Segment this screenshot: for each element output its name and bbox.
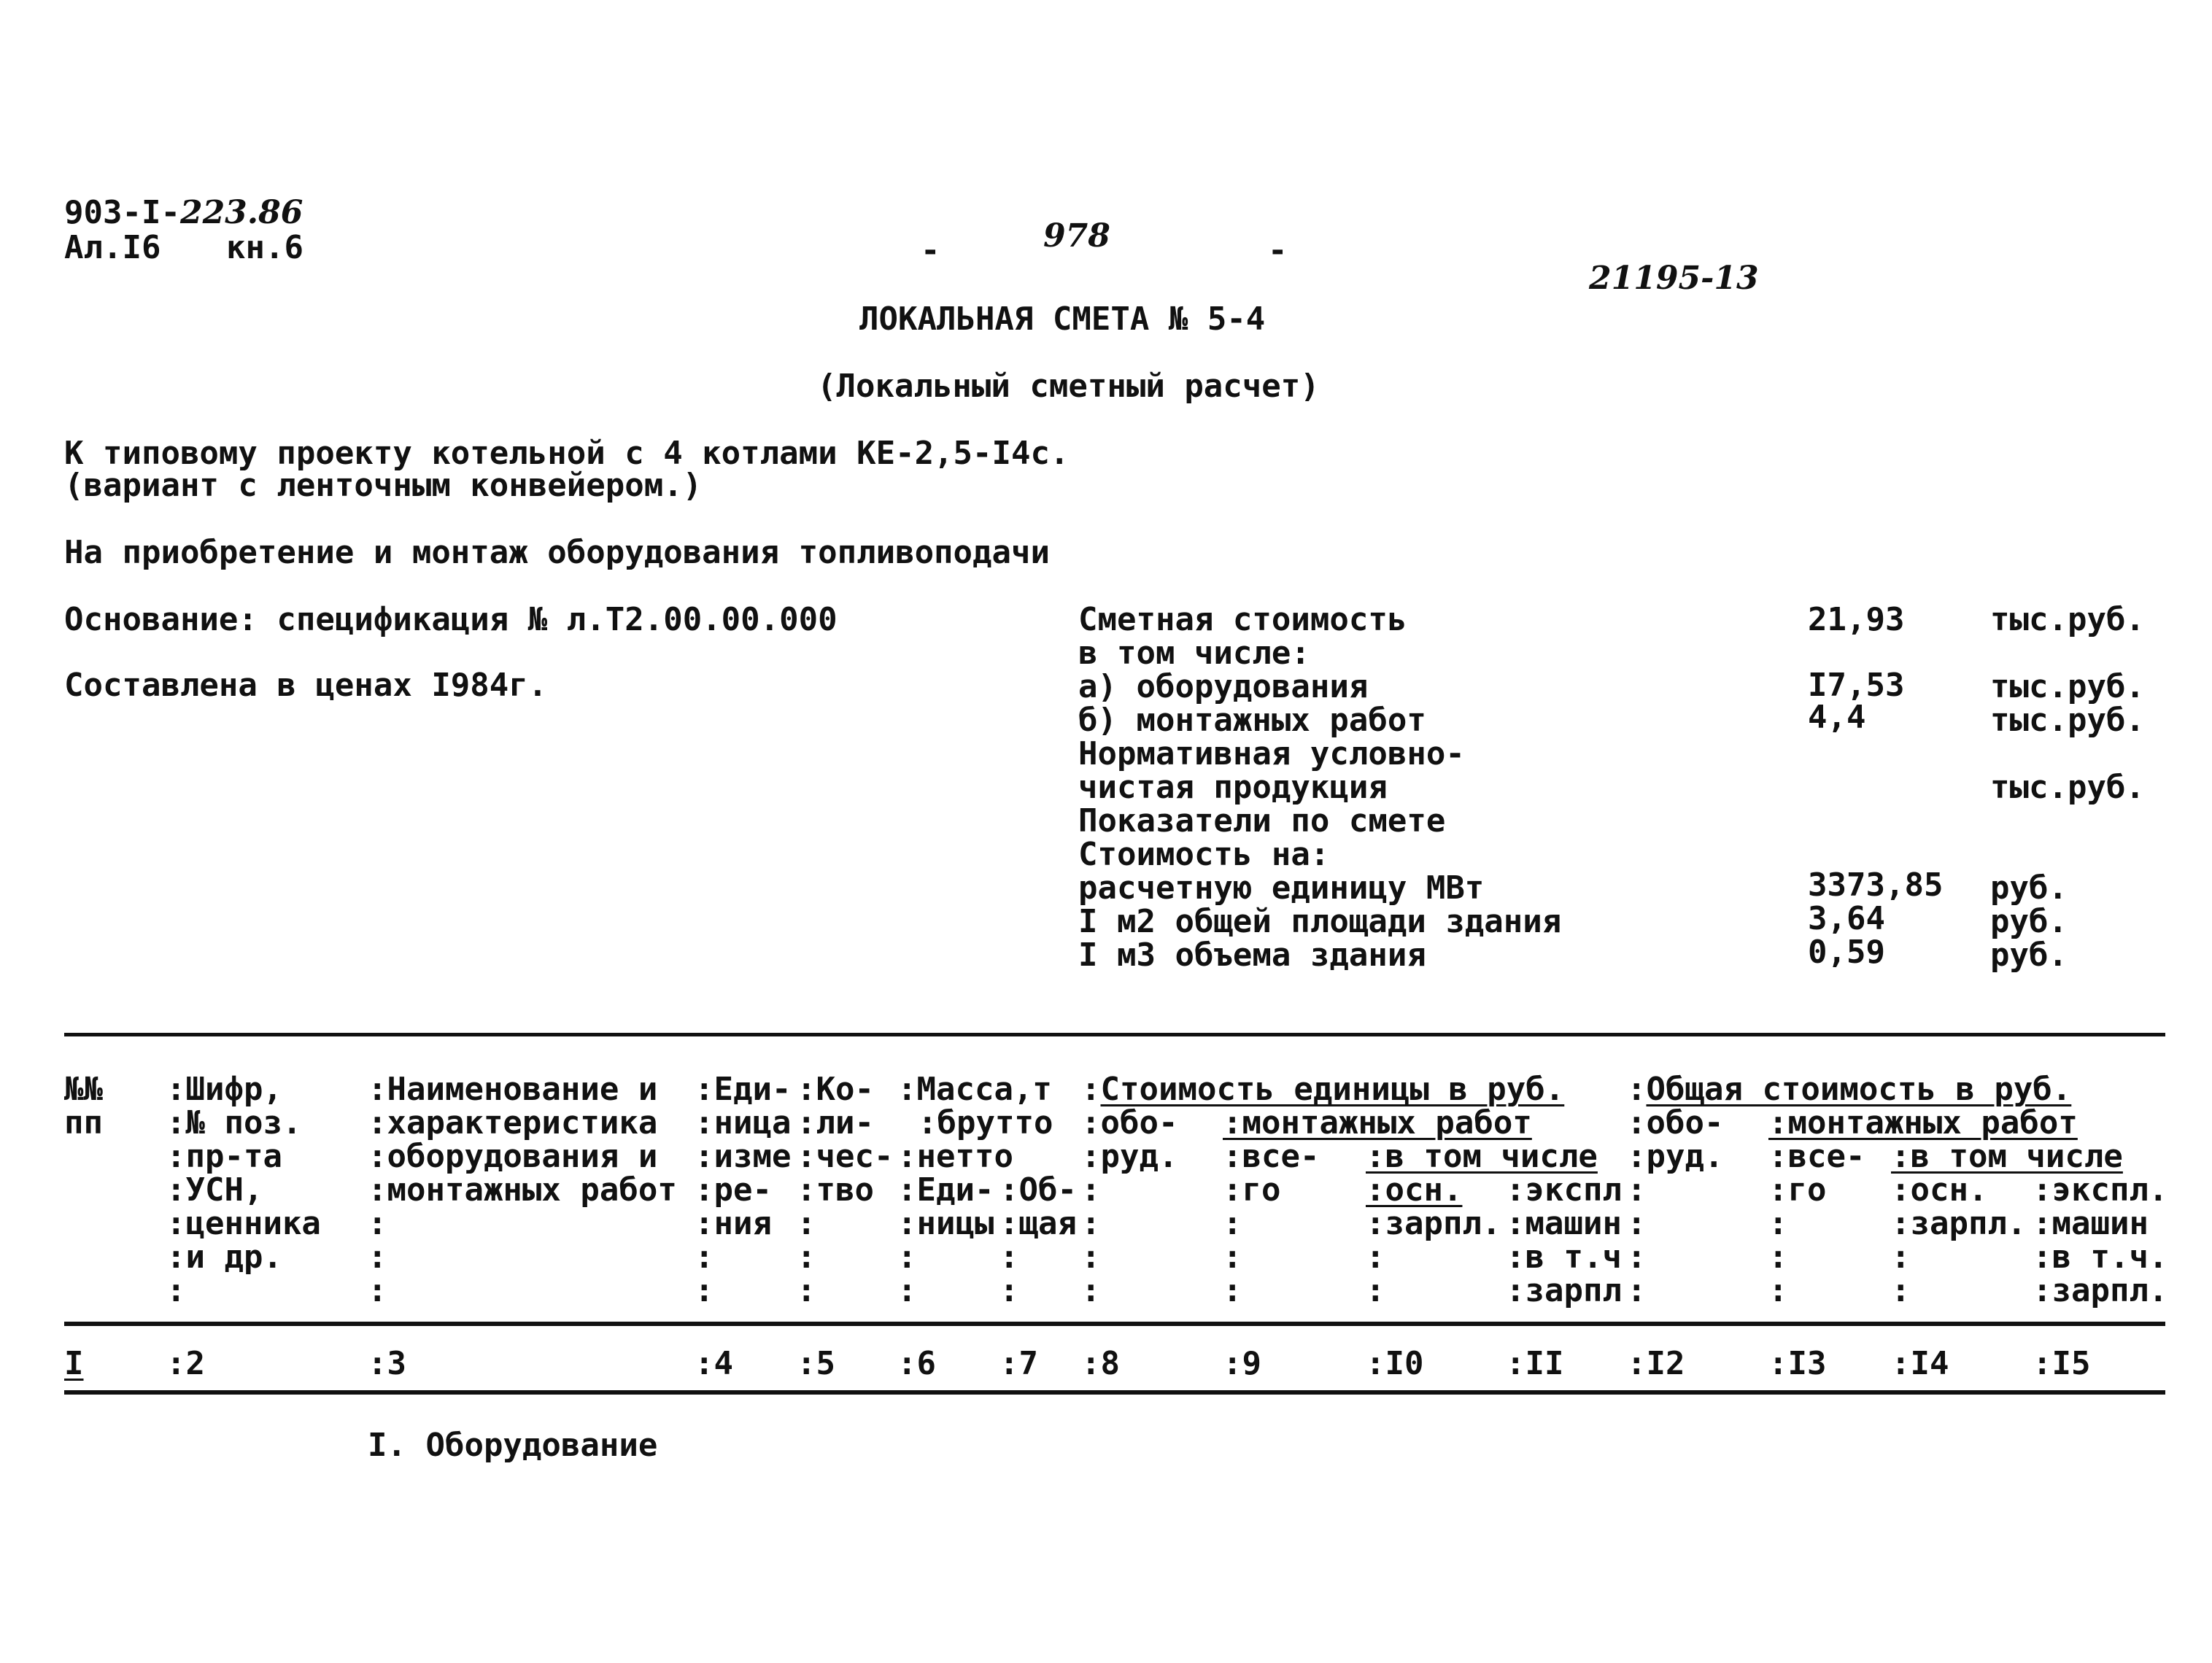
header-cell: : [1891,1238,1911,1276]
summary-unit: тыс.руб. [1990,702,2145,739]
header-cell: :в том числе [1366,1138,1598,1175]
column-number: :9 [1223,1345,1261,1382]
header-cell: :экспл [1506,1171,1622,1209]
unit-cost-header: Стоимость единицы в руб. [1100,1071,1565,1108]
header-cell: : [1366,1238,1385,1276]
summary-unit: тыс.руб. [1990,668,2145,705]
summary-label: а) оборудования [1078,668,1369,705]
basis-line: Основание: спецификация № л.Т2.00.00.000 [64,601,838,638]
header-cell: : [1223,1272,1242,1309]
header-cell: №№ [64,1071,103,1108]
page-dash-left: - [921,232,940,269]
page-dash-right: - [1268,232,1288,269]
header-cell: : [1891,1272,1911,1309]
header-cell: : [797,1205,816,1242]
header-cell: :зарпл. [2033,1272,2168,1309]
page-title: ЛОКАЛЬНАЯ СМЕТА № 5-4 [859,301,1266,338]
table-top-rule [64,1033,2165,1036]
header-cell: :руд. [1081,1138,1178,1175]
header-cell: :в т.ч [1506,1238,1622,1276]
project-code: 903-I-223.86 [64,194,303,231]
column-number: :I2 [1627,1345,1685,1382]
header-cell: :Шифр, [166,1071,282,1108]
header-cell: :монтажных работ [368,1171,677,1209]
column-numbers-rule [64,1390,2165,1395]
header-cell: : [797,1272,816,1309]
header-cell: :обо- [1081,1104,1178,1141]
header-cell: :и др. [166,1238,282,1276]
header-cell: : [166,1272,186,1309]
column-number: :8 [1081,1345,1120,1382]
summary-label: Показатели по смете [1078,802,1446,840]
header-cell: : [1081,1205,1101,1242]
header-cell: :Масса,т [897,1071,1052,1108]
header-cell: :ценника [166,1205,321,1242]
header-cell: : [999,1272,1019,1309]
header-cell: :ницы [897,1205,994,1242]
summary-unit: руб. [1990,869,2068,907]
column-number: :6 [897,1345,936,1382]
header-cell: :Еди- [897,1171,994,1209]
header-cell: :машин [1506,1205,1622,1242]
intro-line-2: (вариант с ленточным конвейером.) [64,467,703,504]
total-cost-header: Общая стоимость в руб. [1646,1071,2072,1108]
summary-unit: тыс.руб. [1990,601,2145,638]
album-number: Ал.I6 [64,229,161,266]
summary-value: 3373,85 [1808,867,1944,904]
header-cell: : [999,1238,1019,1276]
header-cell: : [1081,1238,1101,1276]
column-number: :II [1506,1345,1564,1382]
header-cell: :ница [695,1104,792,1141]
summary-label: I м2 общей площади здания [1078,903,1562,940]
header-cell: : [1768,1272,1788,1309]
header-cell: :характеристика [368,1104,658,1141]
header-cell: : [368,1272,387,1309]
header-cell: :чес- [797,1138,894,1175]
header-cell: : [1081,1171,1101,1209]
column-number: :I5 [2033,1345,2091,1382]
summary-value: 4,4 [1808,699,1866,736]
header-cell: :ре- [695,1171,772,1209]
header-cell: :изме [695,1138,792,1175]
intro-line-3: На приобретение и монтаж оборудования топливоподачи [64,534,1051,571]
prices-line: Составлена в ценах I984г. [64,667,548,704]
header-cell: : [1627,1272,1647,1309]
header-cell: :монтажных работ [1223,1104,1532,1141]
column-number: :5 [797,1345,835,1382]
header-cell: : [1627,1205,1647,1242]
header-cell: :осн. [1366,1171,1463,1209]
header-cell: :УСН, [166,1171,263,1209]
header-cell: :нетто [897,1138,1013,1175]
header-cell: :го [1223,1171,1281,1209]
column-number: I [64,1345,84,1382]
header-cell: :руд. [1627,1138,1724,1175]
header-cell: :обо- [1627,1104,1724,1141]
header-cell: :машин [2033,1205,2149,1242]
header-cell: :зарпл [1506,1272,1622,1309]
document-number-handwritten: 21195-13 [1589,260,1759,297]
column-number: :I0 [1366,1345,1424,1382]
header-cell: :Общая стоимость в руб. [1627,1071,2072,1108]
summary-value: 3,64 [1808,900,1885,937]
header-cell: : [1768,1205,1788,1242]
header-cell: : [1081,1272,1101,1309]
header-cell: :оборудования и [368,1138,658,1175]
book-number: кн.6 [226,229,303,266]
summary-label: I м3 объема здания [1078,937,1426,974]
column-number: :2 [166,1345,205,1382]
header-cell: :пр-та [166,1138,282,1175]
header-cell: : [368,1205,387,1242]
header-cell: : [897,1238,917,1276]
header-cell: : [1223,1205,1242,1242]
header-cell: :монтажных работ [1768,1104,2078,1141]
header-cell: : [1768,1238,1788,1276]
header-cell: : [897,1272,917,1309]
project-code-handwritten: 223.86 [179,194,303,231]
header-cell: : [1366,1272,1385,1309]
column-number: :I3 [1768,1345,1827,1382]
header-cell: :экспл. [2033,1171,2168,1209]
header-cell: :Еди- [695,1071,792,1108]
summary-label: Сметная стоимость [1078,601,1407,638]
section-title: I. Оборудование [368,1427,658,1464]
header-cell: :щая [999,1205,1077,1242]
page-subtitle: (Локальный сметный расчет) [817,368,1320,405]
header-cell: : [1627,1238,1647,1276]
header-cell: : [797,1238,816,1276]
header-cell: :в том числе [1891,1138,2123,1175]
header-cell: :Ко- [797,1071,874,1108]
summary-unit: руб. [1990,937,2068,974]
header-cell: :тво [797,1171,874,1209]
summary-unit: тыс.руб. [1990,769,2145,806]
column-number: :4 [695,1345,733,1382]
summary-label: чистая продукция [1078,769,1388,806]
header-cell: :ния [695,1205,772,1242]
header-cell: пп [64,1104,103,1141]
header-cell: :№ поз. [166,1104,302,1141]
page-number-handwritten: 978 [1043,217,1110,255]
header-cell: : [368,1238,387,1276]
header-cell: :все- [1223,1138,1320,1175]
header-cell: : [1627,1171,1647,1209]
column-number: :3 [368,1345,406,1382]
header-cell: :Об- [999,1171,1077,1209]
header-cell: :все- [1768,1138,1865,1175]
summary-label: Нормативная условно- [1078,735,1465,772]
header-cell: : [1223,1238,1242,1276]
header-cell: :Стоимость единицы в руб. [1081,1071,1565,1108]
summary-label: расчетную единицу МВт [1078,869,1485,907]
intro-line-1: К типовому проекту котельной с 4 котлами КЕ-2,5-I4с. [64,435,1070,472]
header-cell: : [695,1272,714,1309]
summary-value: 21,93 [1808,601,1905,638]
summary-value: 0,59 [1808,934,1885,971]
header-cell: : [695,1238,714,1276]
header-cell: :го [1768,1171,1827,1209]
summary-unit: руб. [1990,903,2068,940]
header-cell: :в т.ч. [2033,1238,2168,1276]
header-cell: :Наименование и [368,1071,658,1108]
header-cell: :ли- [797,1104,874,1141]
summary-label: Стоимость на: [1078,836,1330,873]
table-header-rule [64,1322,2165,1326]
column-number: :I4 [1891,1345,1949,1382]
header-cell: :брутто [918,1104,1053,1141]
header-cell: :зарпл. [1891,1205,2027,1242]
header-cell: :осн. [1891,1171,1988,1209]
column-number: :7 [999,1345,1038,1382]
summary-value: I7,53 [1808,667,1905,704]
summary-label: в том числе: [1078,635,1310,672]
summary-label: б) монтажных работ [1078,702,1426,739]
header-cell: :зарпл. [1366,1205,1501,1242]
